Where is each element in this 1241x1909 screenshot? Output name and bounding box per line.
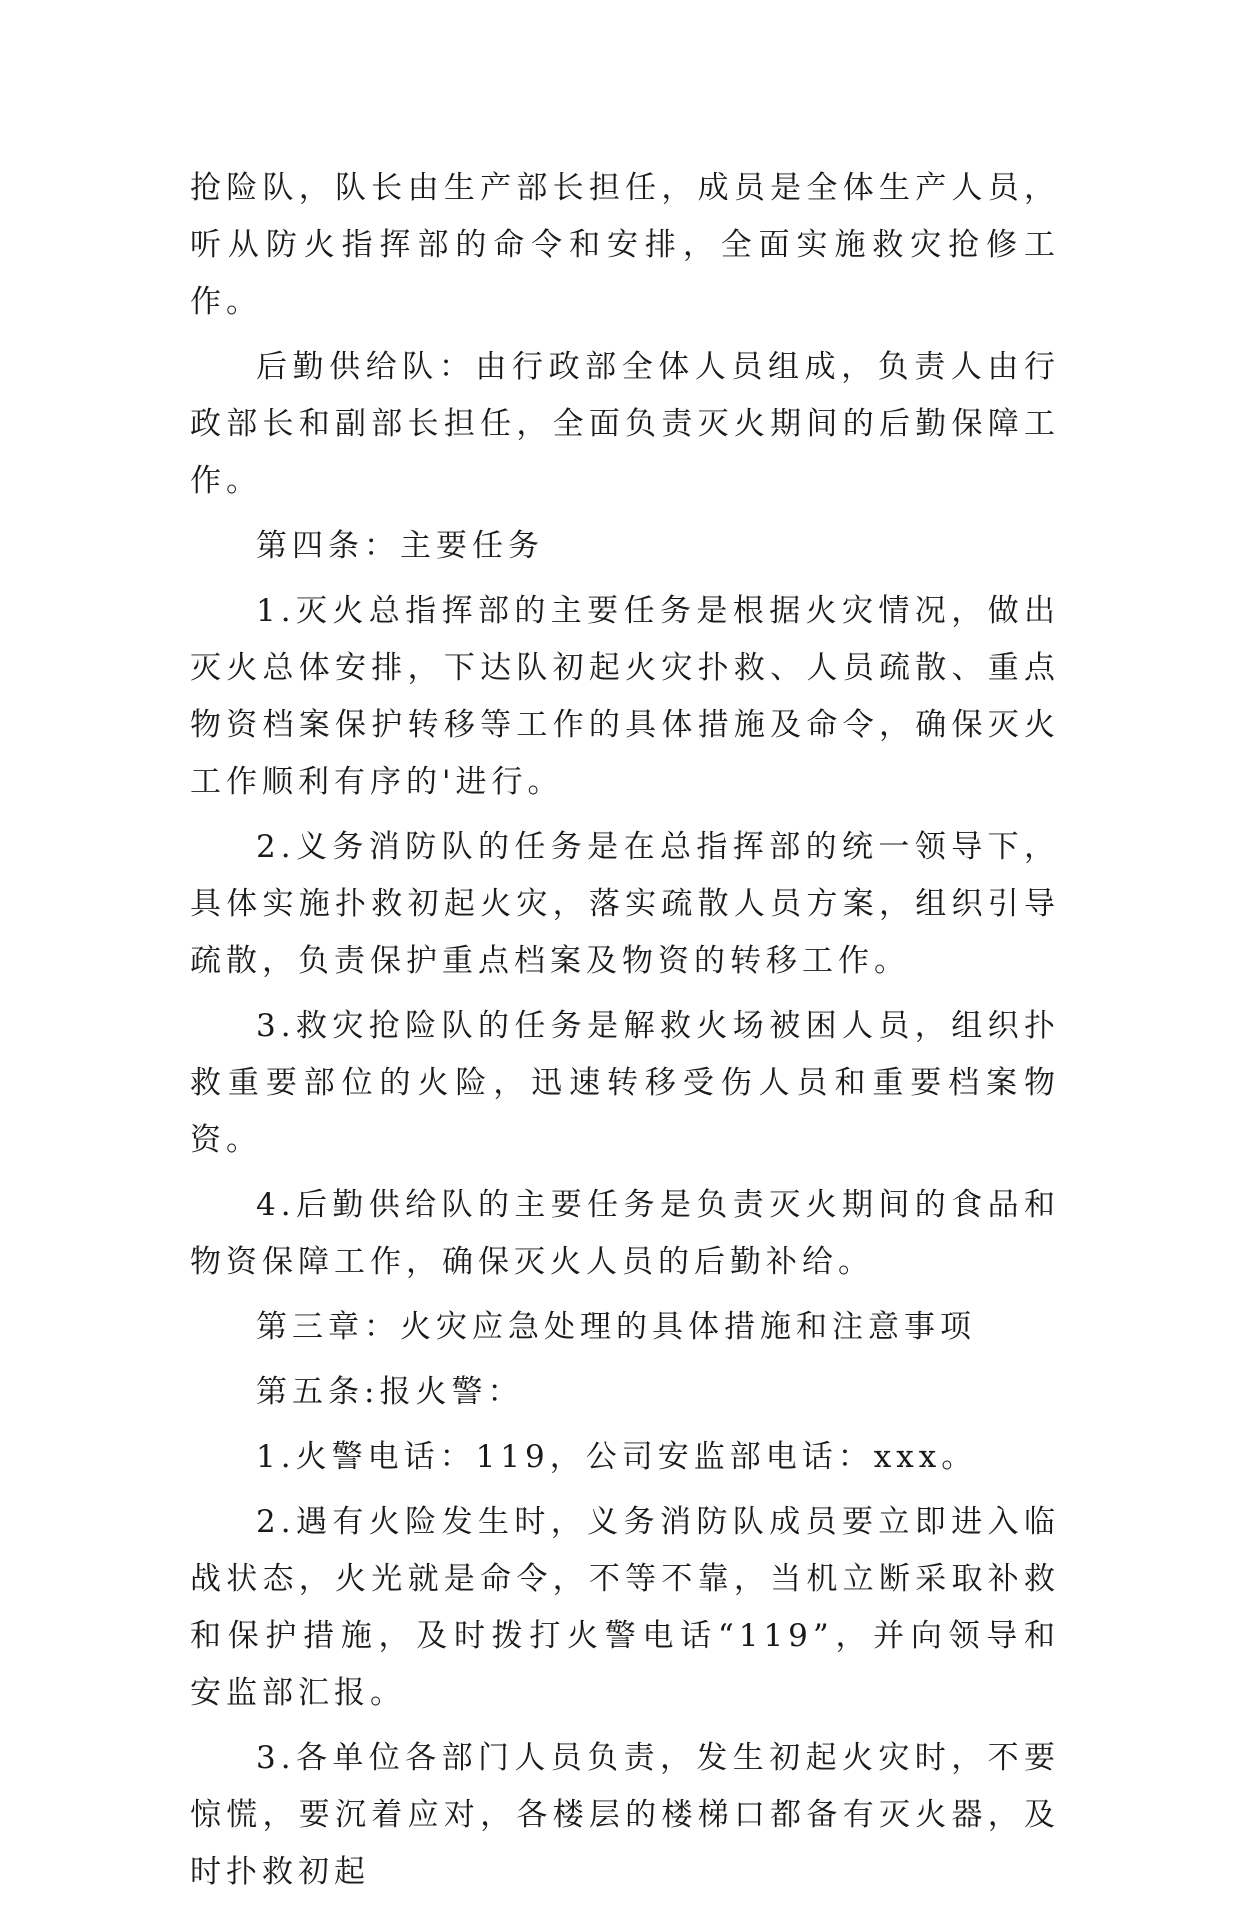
section-heading-article-5: 第五条:报火警： — [256, 1374, 524, 1410]
paragraph-alarm-2: 2.遇有火险发生时，义务消防队成员要立即进入临战状态，火光就是命令，不等不靠，当机立断采取补救和保护措施，及时拨打火警电话“119”，并向领导和安监部汇报。 — [190, 1504, 1060, 1711]
paragraph-item-1: 1.灭火总指挥部的主要任务是根据火灾情况，做出灭火总体安排，下达队初起火灾扑救、人员疏散、重点物资档案保护转移等工作的具体措施及命令，确保灭火工作顺利有序的'进行。 — [190, 593, 1060, 800]
chapter-heading-3: 第三章：火灾应急处理的具体措施和注意事项 — [256, 1309, 976, 1345]
paragraph-alarm-3: 3.各单位各部门人员负责，发生初起火灾时，不要惊慌，要沉着应对，各楼层的楼梯口都备有灭火器，及时扑救初起 — [190, 1740, 1060, 1890]
document-body — [190, 160, 1060, 1909]
paragraph-item-3: 3.救灾抢险队的任务是解救火场被困人员，组织扑救重要部位的火险，迅速转移受伤人员和重要档案物资。 — [190, 1008, 1060, 1158]
paragraph-2: 后勤供给队：由行政部全体人员组成，负责人由行政部长和副部长担任，全面负责灭火期间的后勤保障工作。 — [190, 349, 1060, 499]
paragraph-item-4: 4.后勤供给队的主要任务是负责灭火期间的食品和物资保障工作，确保灭火人员的后勤补给。 — [190, 1187, 1060, 1280]
paragraph-item-2: 2.义务消防队的任务是在总指挥部的统一领导下，具体实施扑救初起火灾，落实疏散人员方案，组织引导疏散，负责保护重点档案及物资的转移工作。 — [190, 829, 1060, 979]
paragraph-1: 抢险队，队长由生产部长担任，成员是全体生产人员，听从防火指挥部的命令和安排，全面实施救灾抢修工作。 — [190, 170, 1060, 320]
paragraph-alarm-1: 1.火警电话：119，公司安监部电话：xxx。 — [256, 1439, 978, 1475]
section-heading-article-4: 第四条：主要任务 — [256, 528, 544, 564]
